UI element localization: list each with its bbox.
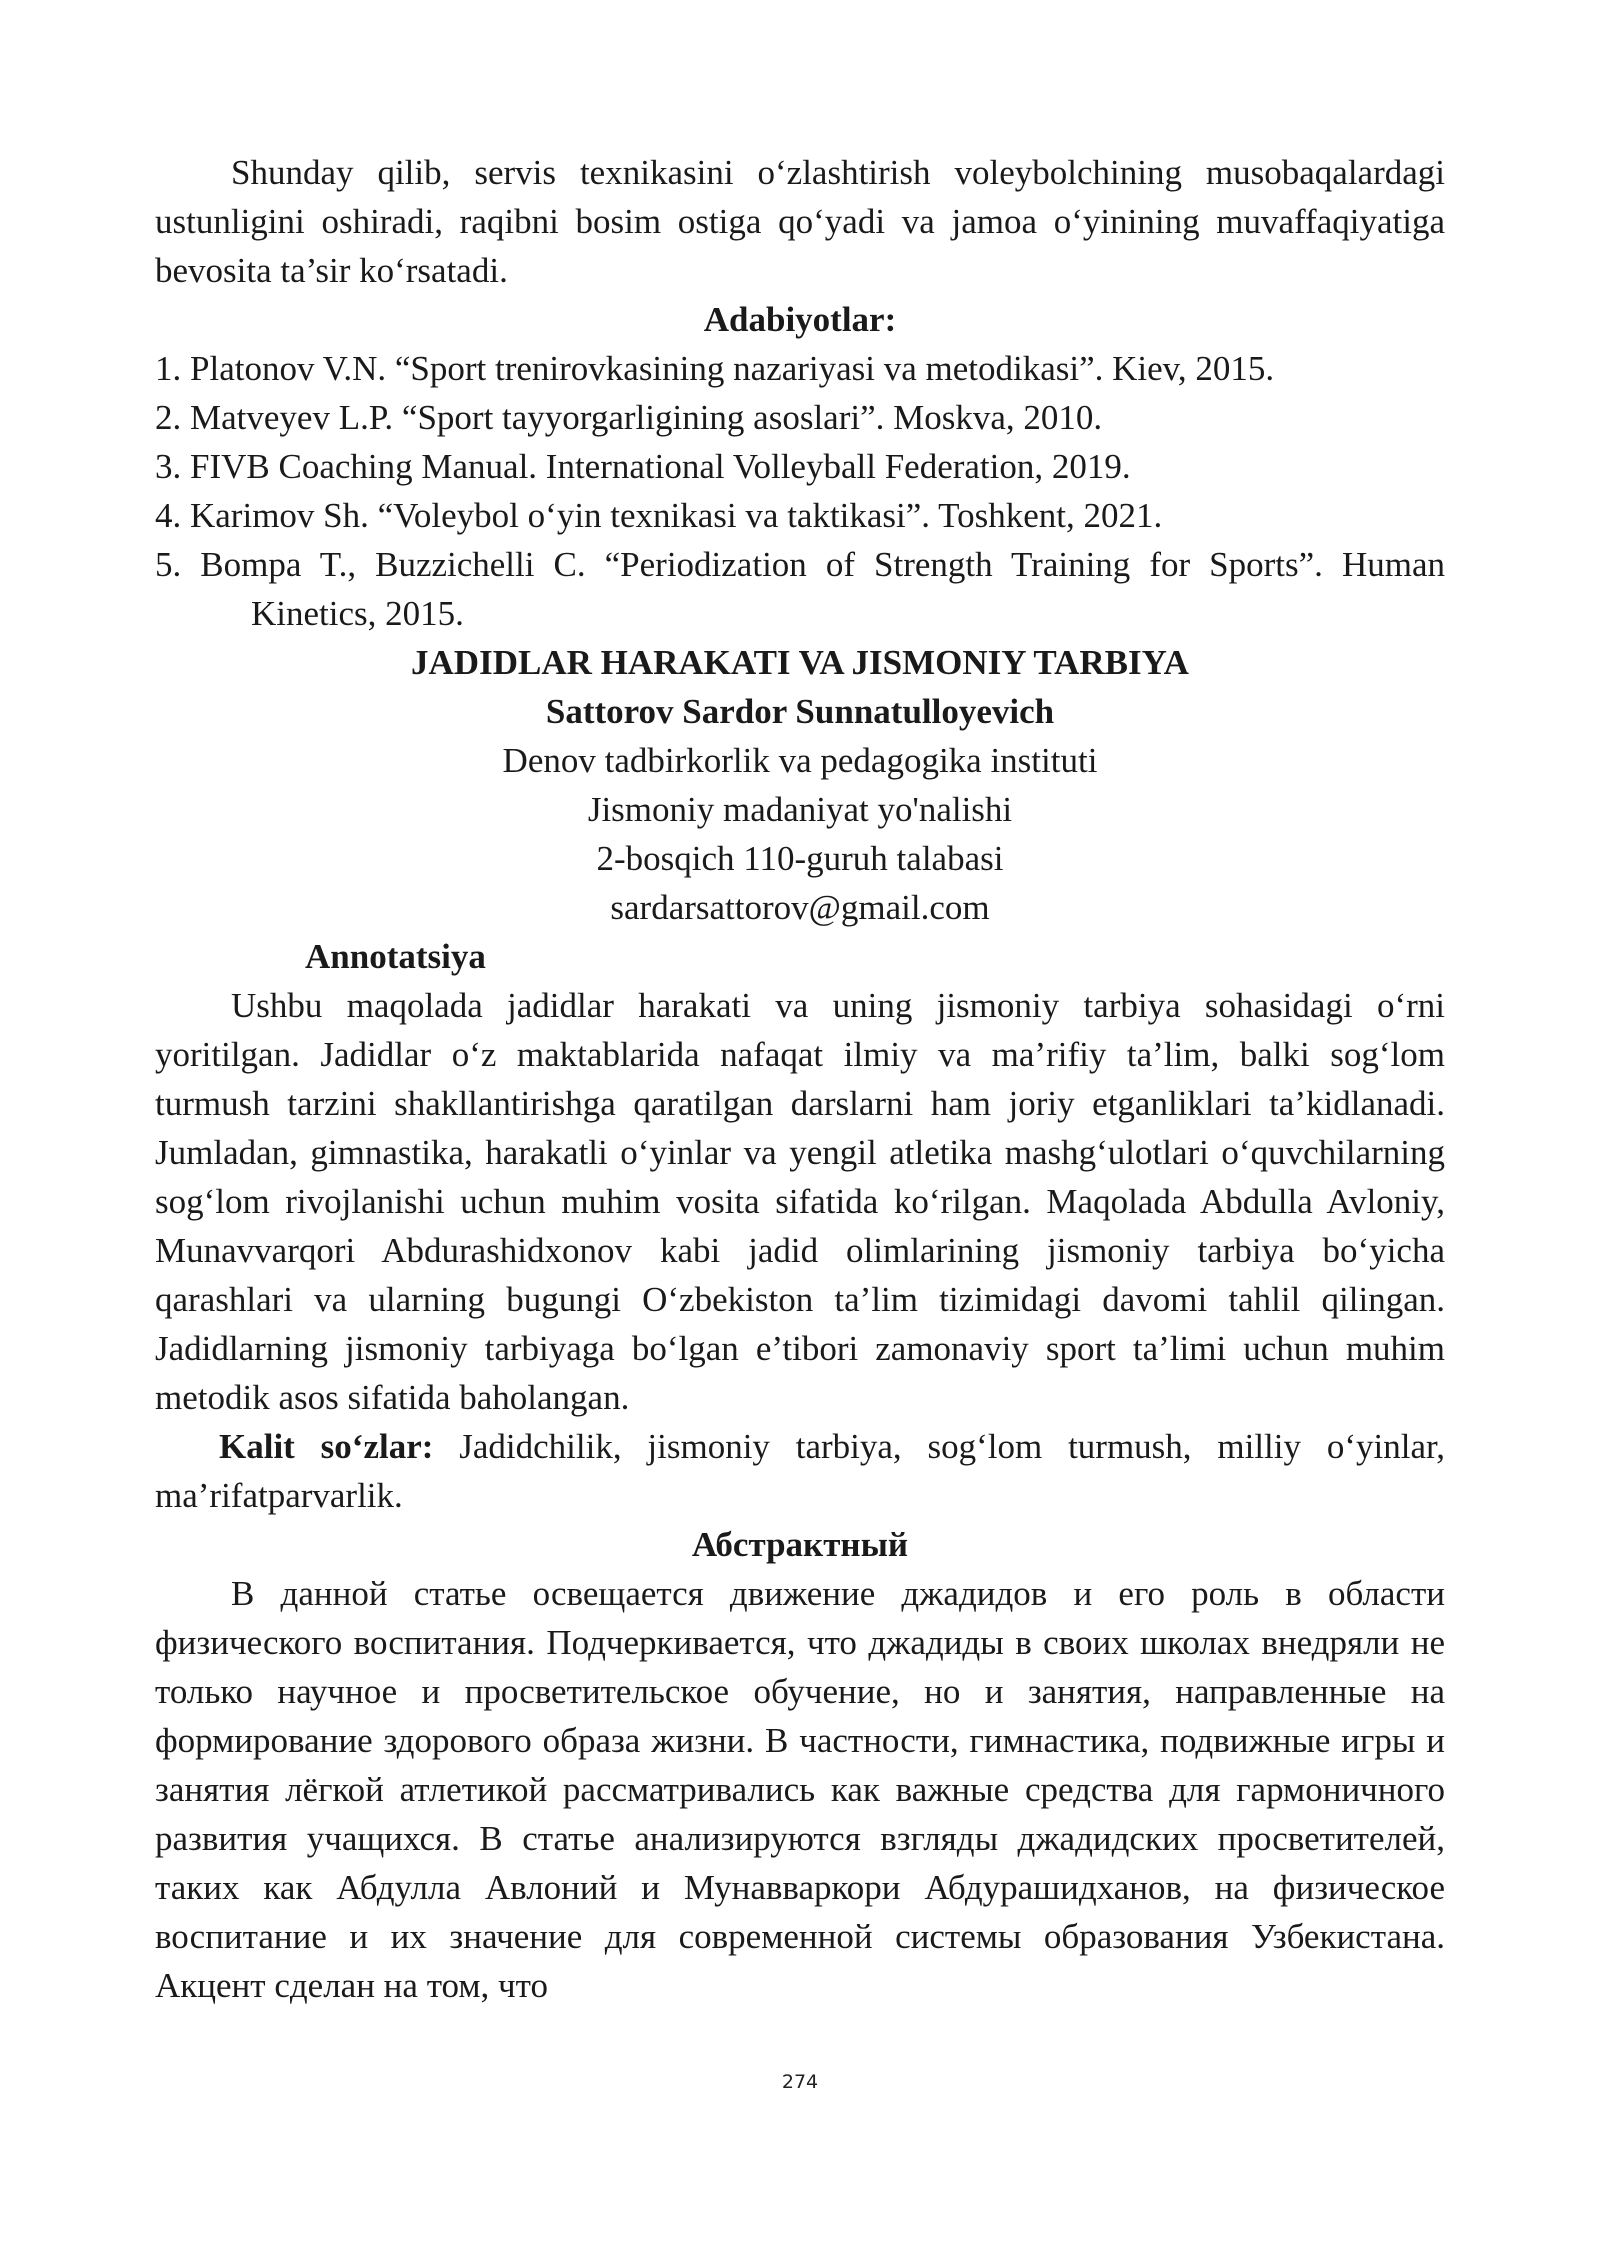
reference-item: 4. Karimov Sh. “Voleybol o‘yin texnikasi va taktikasi”. Toshkent, 2021.: [155, 496, 1163, 535]
page-number: 274: [781, 2071, 819, 2093]
reference-item: 2. Matveyev L.P. “Sport tayyorgarligining asoslari”. Moskva, 2010.: [155, 398, 1103, 437]
keywords-label: Kalit so‘zlar:: [219, 1427, 434, 1466]
affiliation-institute: Denov tadbirkorlik va pedagogika instituti: [502, 741, 1098, 780]
reference-item: 1. Platonov V.N. “Sport trenirovkasining nazariyasi va metodikasi”. Kiev, 2015.: [155, 349, 1275, 388]
reference-item: 3. FIVB Coaching Manual. International Volleyball Federation, 2019.: [155, 447, 1131, 486]
author-email: sardarsattorov@gmail.com: [610, 888, 990, 927]
intro-paragraph: Shunday qilib, servis texnikasini o‘zlashtirish voleybolchining musobaqalardagi ustunligini oshiradi, raqibni bosim ostiga qo‘yadi va jamoa o‘yinining muvaffaqiyatiga bevosita ta’sir ko‘rsatadi.: [155, 153, 1445, 290]
author-name: Sattorov Sardor Sunnatulloyevich: [545, 692, 1055, 731]
keywords-paragraph: [155, 1422, 1445, 1520]
keywords-text: Jadidchilik, jismoniy tarbiya, sog‘lom turmush, milliy o‘yinlar, ma’rifatparvarlik.: [155, 1427, 1445, 1515]
abstract-ru-text: В данной статье освещается движение джадидов и его роль в области физического воспитания. Подчеркивается, что джадиды в своих школах внедряли не только научное и просветительское обучение, но и занятия, направленные на формирование здорового образа жизни. В частности, гимнастика, подвижные игры и занятия лёгкой атлетикой рассматривались как важные средства для гармоничного развития учащихся. В статье анализируются взгляды джадидских просветителей, таких как Абдулла Авлоний и Мунавваркори Абдурашидханов, на физическое воспитание и их значение для современной системы образования Узбекистана. Акцент сделан на том, что: [155, 1574, 1445, 2005]
annotation-text: Ushbu maqolada jadidlar harakati va uning jismoniy tarbiya sohasidagi o‘rni yoritilgan. Jadidlar o‘z maktablarida nafaqat ilmiy va ma’rifiy ta’lim, balki sog‘lom turmush tarzini shakllantirishga qaratilgan darslarni ham joriy etganliklari ta’kidlanadi. Jumladan, gimnastika, harakatli o‘yinlar va yengil atletika mashg‘ulotlari o‘quvchilarning sog‘lom rivojlanishi uchun muhim vosita sifatida ko‘rilgan. Maqolada Abdulla Avloniy, Munavvarqori Abdurashidxonov kabi jadid olimlarining jismoniy tarbiya bo‘yicha qarashlari va ularning bugungi O‘zbekiston ta’lim tizimidagi davomi tahlil qilingan. Jadidlarning jismoniy tarbiyaga bo‘lgan e’tibori zamonaviy sport ta’limi uchun muhim metodik asos sifatida baholangan.: [155, 986, 1445, 1417]
affiliation-group: 2-bosqich 110-guruh talabasi: [596, 839, 1004, 878]
abstract-ru-heading: Абстрактный: [691, 1525, 909, 1564]
reference-item: 5. Bompa T., Buzzichelli C. “Periodization of Strength Training for Sports”. Human Kinetics, 2015.: [155, 545, 1445, 633]
affiliation-department: Jismoniy madaniyat yo'nalishi: [587, 790, 1013, 829]
references-heading: Adabiyotlar:: [703, 300, 897, 339]
page-content: [155, 148, 1445, 2010]
annotation-heading: Annotatsiya: [305, 937, 486, 976]
article-title: JADIDLAR HARAKATI VA JISMONIY TARBIYA: [411, 643, 1189, 682]
references-list: [155, 344, 1445, 638]
